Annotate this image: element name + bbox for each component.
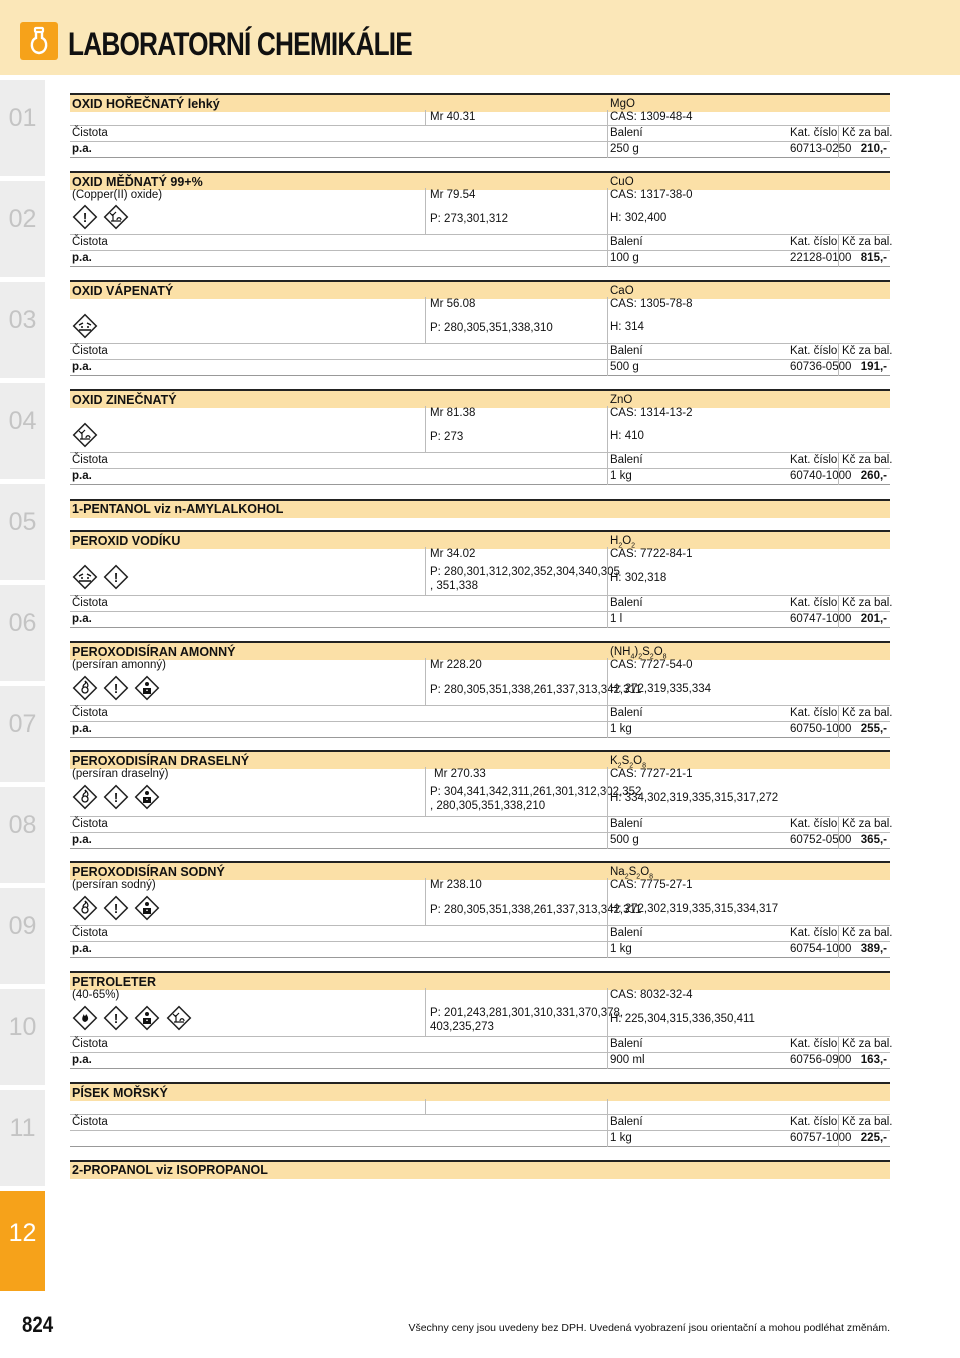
hazard-pictograms (72, 313, 100, 339)
cas-number: CAS: 7727-54-0 (610, 659, 693, 671)
tab-09[interactable]: 09 (0, 888, 45, 984)
product-zno: OXID ZINEČNATÝ ZnO Mr 81.38 CAS: 1314-13-2 P: 273 H: 410 Čistota Balení Kat. číslo Kč za bal. p.a. 1 kg 60740-1000 260,- (70, 389, 890, 484)
page-number: 824 (22, 1312, 54, 1337)
cas-number: CAS: 1309-48-4 (610, 111, 693, 123)
h-statements: H: 272,319,335,334 (610, 683, 712, 695)
h-statements: H: 334,302,319,335,315,317,272 (610, 792, 779, 804)
h-statements: H: 410 (610, 430, 644, 442)
oxidizing-hazard-icon (72, 784, 98, 810)
pack-label: Balení (610, 127, 643, 139)
product-cuo: OXID MĚĎNATÝ 99+% CuO (Copper(II) oxide) Mr 79.54 CAS: 1317-38-0 ! P: 273,301,312 H: 302,400 Čistota Balení Kat. číslo Kč za bal. p.a. 100 g 22128-0100 815,- (70, 171, 890, 266)
price-value: 365,- (860, 834, 887, 846)
svg-text:!: ! (114, 1011, 119, 1026)
catalog-number[interactable]: 60756-0900 (790, 1054, 852, 1066)
svg-text:!: ! (114, 901, 119, 916)
purity-label: Čistota (72, 127, 108, 139)
product-sea-sand: PÍSEK MOŘSKÝ Čistota Balení Kat. číslo Kč za bal. 1 kg 60757-1000 225,- (70, 1082, 890, 1148)
product-h2o2: PEROXID VODÍKU $H_2O_2$ Mr 34.02 CAS: 7722-84-1 ! P: 280,301,312,302,352,304,340,305 , 351,338 H: 302,318 Čistota Balení Kat. číslo Kč za bal. p.a. 1 l 60747-1000 201,- (70, 530, 890, 627)
product-formula: CaO (610, 285, 634, 297)
hazard-pictograms (72, 204, 131, 230)
health-hazard-icon (134, 784, 160, 810)
exclamation-hazard-icon (72, 204, 98, 230)
svg-text:!: ! (114, 790, 119, 805)
cas-number: CAS: 7775-27-1 (610, 879, 693, 891)
cat-label: Kat. číslo (790, 127, 838, 139)
product-formula: $Na_2S_2O_8$ (610, 866, 654, 881)
price-value: 191,- (860, 361, 887, 373)
product-formula: ZnO (610, 394, 633, 406)
tab-01[interactable]: 01 (0, 80, 45, 176)
product-name: PETROLETER (72, 975, 157, 989)
tab-12[interactable]: 12 (0, 1191, 45, 1291)
price-value: 389,- (860, 943, 887, 955)
catalog-number[interactable]: 60736-0500 (790, 361, 852, 373)
catalog-number[interactable]: 22128-0100 (790, 252, 852, 264)
product-synonym: (40-65%) (72, 989, 120, 1001)
catalog-number[interactable]: 60713-0250 (790, 143, 852, 155)
price-value: 815,- (860, 252, 887, 264)
p-statements: P: 273,301,312 (430, 213, 509, 225)
oxidizing-hazard-icon (72, 675, 98, 701)
svg-text:!: ! (114, 570, 119, 585)
product-formula: $K_2S_2O_8$ (610, 755, 647, 770)
page-header (0, 0, 960, 75)
hazard-pictograms (72, 675, 162, 701)
price-value: 201,- (860, 613, 887, 625)
cas-number: CAS: 1305-78-8 (610, 298, 693, 310)
svg-text:!: ! (114, 681, 119, 696)
corrosive-hazard-icon (72, 313, 98, 339)
product-formula: CuO (610, 176, 634, 188)
cross-reference[interactable]: 2-PROPANOL viz ISOPROPANOL (70, 1160, 890, 1179)
p-statements: P: 304,341,342,311,261,301,312,302,352 , 280,305,351,338,210 (430, 786, 642, 812)
p-statements: P: 280,305,351,338,261,337,313,342,311 (430, 684, 642, 696)
product-name: OXID HOŘEČNATÝ lehký (72, 97, 220, 111)
health-hazard-icon (134, 895, 160, 921)
h-statements: H: 302,318 (610, 572, 667, 584)
molar-mass: Mr 228.20 (430, 659, 482, 671)
p-statements: P: 201,243,281,301,310,331,370,378, 403,235,273 (430, 1007, 624, 1033)
catalog-number[interactable]: 60750-1000 (790, 723, 852, 735)
environment-hazard-icon (72, 422, 98, 448)
molar-mass: Mr 40.31 (430, 111, 476, 123)
catalog-number[interactable]: 60747-1000 (790, 613, 852, 625)
p-statements: P: 280,301,312,302,352,304,340,305 , 351,338 (430, 566, 620, 592)
product-name: PEROXODISÍRAN AMONNÝ (72, 645, 236, 659)
cas-number: CAS: 7727-21-1 (610, 768, 693, 780)
tab-08[interactable]: 08 (0, 787, 45, 883)
tab-02[interactable]: 02 (0, 181, 45, 277)
purity-value: p.a. (72, 143, 92, 155)
flammable-hazard-icon (72, 1005, 98, 1031)
hazard-pictograms (72, 422, 100, 448)
footer-disclaimer: Všechny ceny jsou uvedeny bez DPH. Uvedená vyobrazení jsou orientační a mohou podléhat změnám. (408, 1322, 890, 1334)
molar-mass: Mr 79.54 (430, 189, 476, 201)
page-title: LABORATORNÍ CHEMIKÁLIE (68, 26, 412, 62)
p-statements: P: 273 (430, 431, 464, 443)
tab-03[interactable]: 03 (0, 282, 45, 378)
p-statements: P: 280,305,351,338,261,337,313,342,311 (430, 904, 642, 916)
product-name: PEROXID VODÍKU (72, 534, 181, 548)
cas-number: CAS: 7722-84-1 (610, 548, 693, 560)
product-name: OXID MĚĎNATÝ 99+% (72, 175, 203, 189)
exclamation-hazard-icon (103, 784, 129, 810)
catalog-number[interactable]: 60754-1000 (790, 943, 852, 955)
product-formula: MgO (610, 98, 635, 110)
h-statements: H: 272,302,319,335,315,334,317 (610, 903, 779, 915)
product-name: PEROXODISÍRAN DRASELNÝ (72, 754, 250, 768)
molar-mass: Mr 81.38 (430, 407, 476, 419)
molar-mass: Mr 56.08 (430, 298, 476, 310)
price-value: 255,- (860, 723, 887, 735)
exclamation-hazard-icon (103, 564, 129, 590)
product-mgo (70, 93, 893, 157)
product-name: OXID VÁPENATÝ (72, 284, 174, 298)
hazard-pictograms (72, 784, 162, 810)
flask-icon (20, 22, 58, 60)
product-name: PEROXODISÍRAN SODNÝ (72, 865, 225, 879)
price-value: 210,- (860, 143, 887, 155)
pack-value: 250 g (610, 143, 639, 155)
exclamation-hazard-icon (103, 1005, 129, 1031)
cas-number: CAS: 8032-32-4 (610, 989, 693, 1001)
tab-04[interactable]: 04 (0, 383, 45, 479)
tab-06[interactable]: 06 (0, 585, 45, 681)
product-name: OXID ZINEČNATÝ (72, 393, 177, 407)
product-synonym: (persíran sodný) (72, 879, 156, 891)
cas-number: CAS: 1314-13-2 (610, 407, 693, 419)
h-statements: H: 225,304,315,336,350,411 (610, 1013, 755, 1025)
molar-mass: Mr 34.02 (430, 548, 476, 560)
product-name: PÍSEK MOŘSKÝ (72, 1086, 168, 1100)
hazard-pictograms (72, 895, 162, 921)
product-petroleter: PETROLETER (40-65%) CAS: 8032-32-4 ! P: 201,243,281,301,310,331,370,378, 403,235,273 H: 225,304,315,336,350,411 Čistota Balení Kat. číslo Kč za bal. p.a. 900 ml 60756-0900 163,- (70, 971, 890, 1068)
tab-07[interactable]: 07 (0, 686, 45, 782)
product-synonym: (persíran amonný) (72, 659, 166, 671)
molar-mass: Mr 238.10 (430, 879, 482, 891)
price-value: 163,- (860, 1054, 887, 1066)
tab-10[interactable]: 10 (0, 989, 45, 1085)
price-value: 225,- (860, 1132, 887, 1144)
hazard-pictograms (72, 1005, 194, 1031)
oxidizing-hazard-icon (72, 895, 98, 921)
catalog-number[interactable]: 60757-1000 (790, 1132, 852, 1144)
h-statements: H: 302,400 (610, 212, 667, 224)
price-value: 260,- (860, 470, 887, 482)
price-label: Kč za bal. (842, 127, 893, 139)
corrosive-hazard-icon (72, 564, 98, 590)
product-synonym: (Copper(II) oxide) (72, 189, 163, 201)
product-ammonium-persulfate: PEROXODISÍRAN AMONNÝ $(NH_4)_2S_2O_8$ (persíran amonný) Mr 228.20 CAS: 7727-54-0 ! P: 280,305,351,338,261,337,313,342,311 H: 272,319,335,334 Čistota Balení Kat. číslo Kč za bal. p.a. 1 kg 60750-1000 255,- (70, 641, 890, 736)
environment-hazard-icon (103, 204, 129, 230)
tab-05[interactable]: 05 (0, 484, 45, 580)
svg-text:!: ! (82, 210, 88, 225)
product-cao: OXID VÁPENATÝ CaO Mr 56.08 CAS: 1305-78-8 P: 280,305,351,338,310 H: 314 Čistota Balení Kat. číslo Kč za bal. p.a. 500 g 60736-0500 191,- (70, 280, 890, 375)
product-formula: $(NH_4)_2S_2O_8$ (610, 646, 667, 661)
tab-11[interactable]: 11 (0, 1090, 45, 1186)
cross-reference[interactable]: 1-PENTANOL viz n-AMYLALKOHOL (70, 499, 890, 518)
product-synonym: (persíran draselný) (72, 768, 169, 780)
molar-mass: Mr 270.33 (434, 768, 486, 780)
product-formula: $H_2O_2$ (610, 535, 636, 550)
environment-hazard-icon (166, 1005, 192, 1031)
health-hazard-icon (134, 1005, 160, 1031)
hazard-pictograms (72, 564, 131, 590)
cas-number: CAS: 1317-38-0 (610, 189, 693, 201)
product-sodium-persulfate: PEROXODISÍRAN SODNÝ $Na_2S_2O_8$ (persíran sodný) Mr 238.10 CAS: 7775-27-1 ! P: 280,305,351,338,261,337,313,342,311 H: 272,302,319,335,315,334,317 Čistota Balení Kat. číslo Kč za bal. p.a. 1 kg 60754-1000 389,- (70, 861, 890, 956)
exclamation-hazard-icon (103, 895, 129, 921)
h-statements: H: 314 (610, 321, 644, 333)
health-hazard-icon (134, 675, 160, 701)
p-statements: P: 280,305,351,338,310 (430, 322, 553, 334)
catalog-number[interactable]: 60752-0500 (790, 834, 852, 846)
catalog-number[interactable]: 60740-1000 (790, 470, 852, 482)
product-potassium-persulfate: PEROXODISÍRAN DRASELNÝ $K_2S_2O_8$ (persíran draselný) Mr 270.33 CAS: 7727-21-1 ! P: 304,341,342,311,261,301,312,302,352 , 280,305,351,338,210 H: 334,302,319,335,315,317,272 Čistota Balení Kat. číslo Kč za bal. p.a. 500 g 60752-0500 365,- (70, 750, 890, 847)
exclamation-hazard-icon (103, 675, 129, 701)
